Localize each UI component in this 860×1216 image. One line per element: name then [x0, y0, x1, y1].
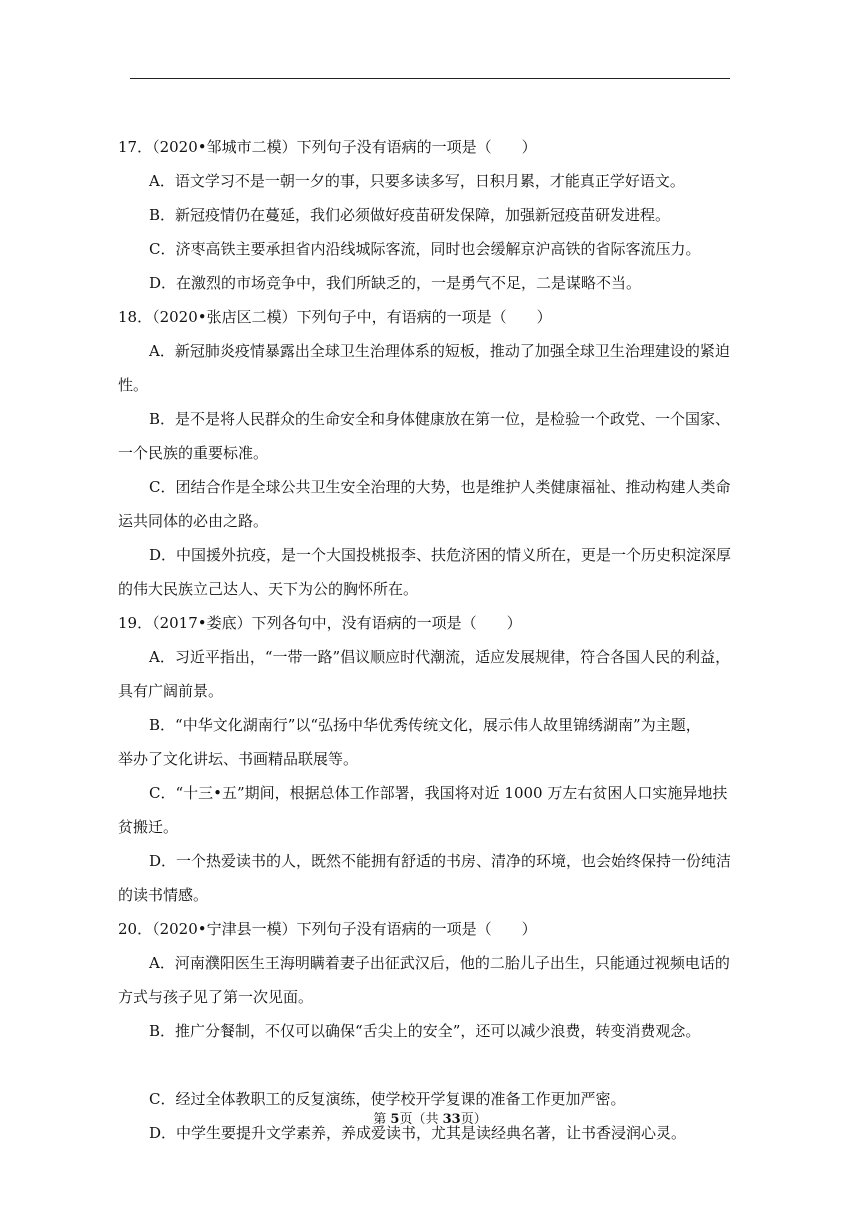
option-line-continued: 一个民族的重要标准。 — [118, 444, 269, 462]
option-a — [118, 334, 730, 402]
option-line: B．“中华文化湖南行”以“弘扬中华优秀传统文化，展示伟人故里锦绣湖南”为主题， — [149, 716, 701, 734]
option-d: D．中学生要提升文学素养，养成爱读书，尤其是读经典名著，让书香浸润心灵。 — [149, 1124, 687, 1142]
option-line: A．新冠肺炎疫情暴露出全球卫生治理体系的短板，推动了加强全球卫生治理建设的紧迫 — [149, 342, 730, 360]
option-d — [118, 538, 730, 606]
option-a — [118, 946, 730, 1014]
question-stem: 17．（2020•邹城市二模）下列句子没有语病的一项是（ ） — [118, 138, 537, 156]
option-line-continued: 的伟大民族立己达人、天下为公的胸怀所在。 — [118, 580, 419, 598]
option-a: A．语文学习不是一朝一夕的事，只要多读多写，日积月累，才能真正学好语文。 — [149, 172, 685, 190]
option-line: A．习近平指出，“一带一路”倡议顺应时代潮流，适应发展规律，符合各国人民的利益， — [149, 648, 731, 666]
option-c — [118, 470, 730, 538]
question-stem: 20．（2020•宁津县一模）下列句子没有语病的一项是（ ） — [118, 920, 537, 938]
question-17 — [118, 130, 730, 300]
option-line: D．中国援外抗疫，是一个大国投桃报李、扶危济困的情义所在，更是一个历史积淀深厚 — [149, 546, 732, 564]
current-page-number: 5 — [390, 1112, 400, 1127]
option-c: C．经过全体教职工的反复演练，使学校开学复课的准备工作更加严密。 — [149, 1090, 626, 1108]
option-line-continued: 的读书情感。 — [118, 886, 209, 904]
option-line: A．河南濮阳医生王海明瞒着妻子出征武汉后，他的二胎儿子出生，只能通过视频电话的 — [149, 954, 730, 972]
question-list — [118, 130, 730, 1150]
option-c: C．济枣高铁主要承担省内沿线城际客流，同时也会缓解京沪高铁的省际客流压力。 — [149, 240, 701, 258]
footer-suffix: 页） — [460, 1112, 487, 1127]
option-b: B．推广分餐制，不仅可以确保“舌尖上的安全”，还可以减少浪费，转变消费观念。 — [149, 1022, 701, 1040]
question-stem: 19．（2017•娄底）下列各句中，没有语病的一项是（ ） — [118, 614, 522, 632]
option-b: B．新冠疫情仍在蔓延，我们必须做好疫苗研发保障，加强新冠疫苗研发进程。 — [149, 206, 671, 224]
question-stem: 18．（2020•张店区二模）下列句子中，有语病的一项是（ ） — [118, 308, 552, 326]
question-18 — [118, 300, 730, 606]
option-line-continued: 举办了文化讲坛、书画精品联展等。 — [118, 750, 359, 768]
blank-space — [118, 1048, 730, 1082]
option-line: B．是不是将人民群众的生命安全和身体健康放在第一位，是检验一个政党、一个国家、 — [149, 410, 731, 428]
option-line-continued: 贫搬迁。 — [118, 818, 179, 836]
question-19 — [118, 606, 730, 912]
page-footer — [0, 1110, 860, 1130]
option-b — [118, 708, 730, 776]
option-line: C．团结合作是全球公共卫生安全治理的大势，也是维护人类健康福祉、推动构建人类命 — [149, 478, 731, 496]
option-line-continued: 具有广阔前景。 — [118, 682, 224, 700]
option-line-continued: 性。 — [118, 376, 149, 394]
option-d — [118, 844, 730, 912]
option-d: D．在激烈的市场竞争中，我们所缺乏的，一是勇气不足，二是谋略不当。 — [149, 274, 642, 292]
option-a — [118, 640, 730, 708]
option-line-continued: 方式与孩子见了第一次见面。 — [118, 988, 314, 1006]
option-line-continued: 运共同体的必由之路。 — [118, 512, 269, 530]
footer-prefix: 第 — [373, 1112, 391, 1127]
option-line: D．一个热爱读书的人，既然不能拥有舒适的书房、清净的环境，也会始终保持一份纯洁 — [149, 852, 732, 870]
option-c — [118, 776, 730, 844]
footer-middle: 页（共 — [399, 1112, 443, 1127]
option-line: C．“十三•五”期间，根据总体工作部署，我国将对近 1000 万左右贫困人口实施异地扶 — [149, 784, 728, 802]
total-page-count: 33 — [442, 1112, 461, 1127]
header-rule — [130, 78, 730, 79]
option-b — [118, 402, 730, 470]
